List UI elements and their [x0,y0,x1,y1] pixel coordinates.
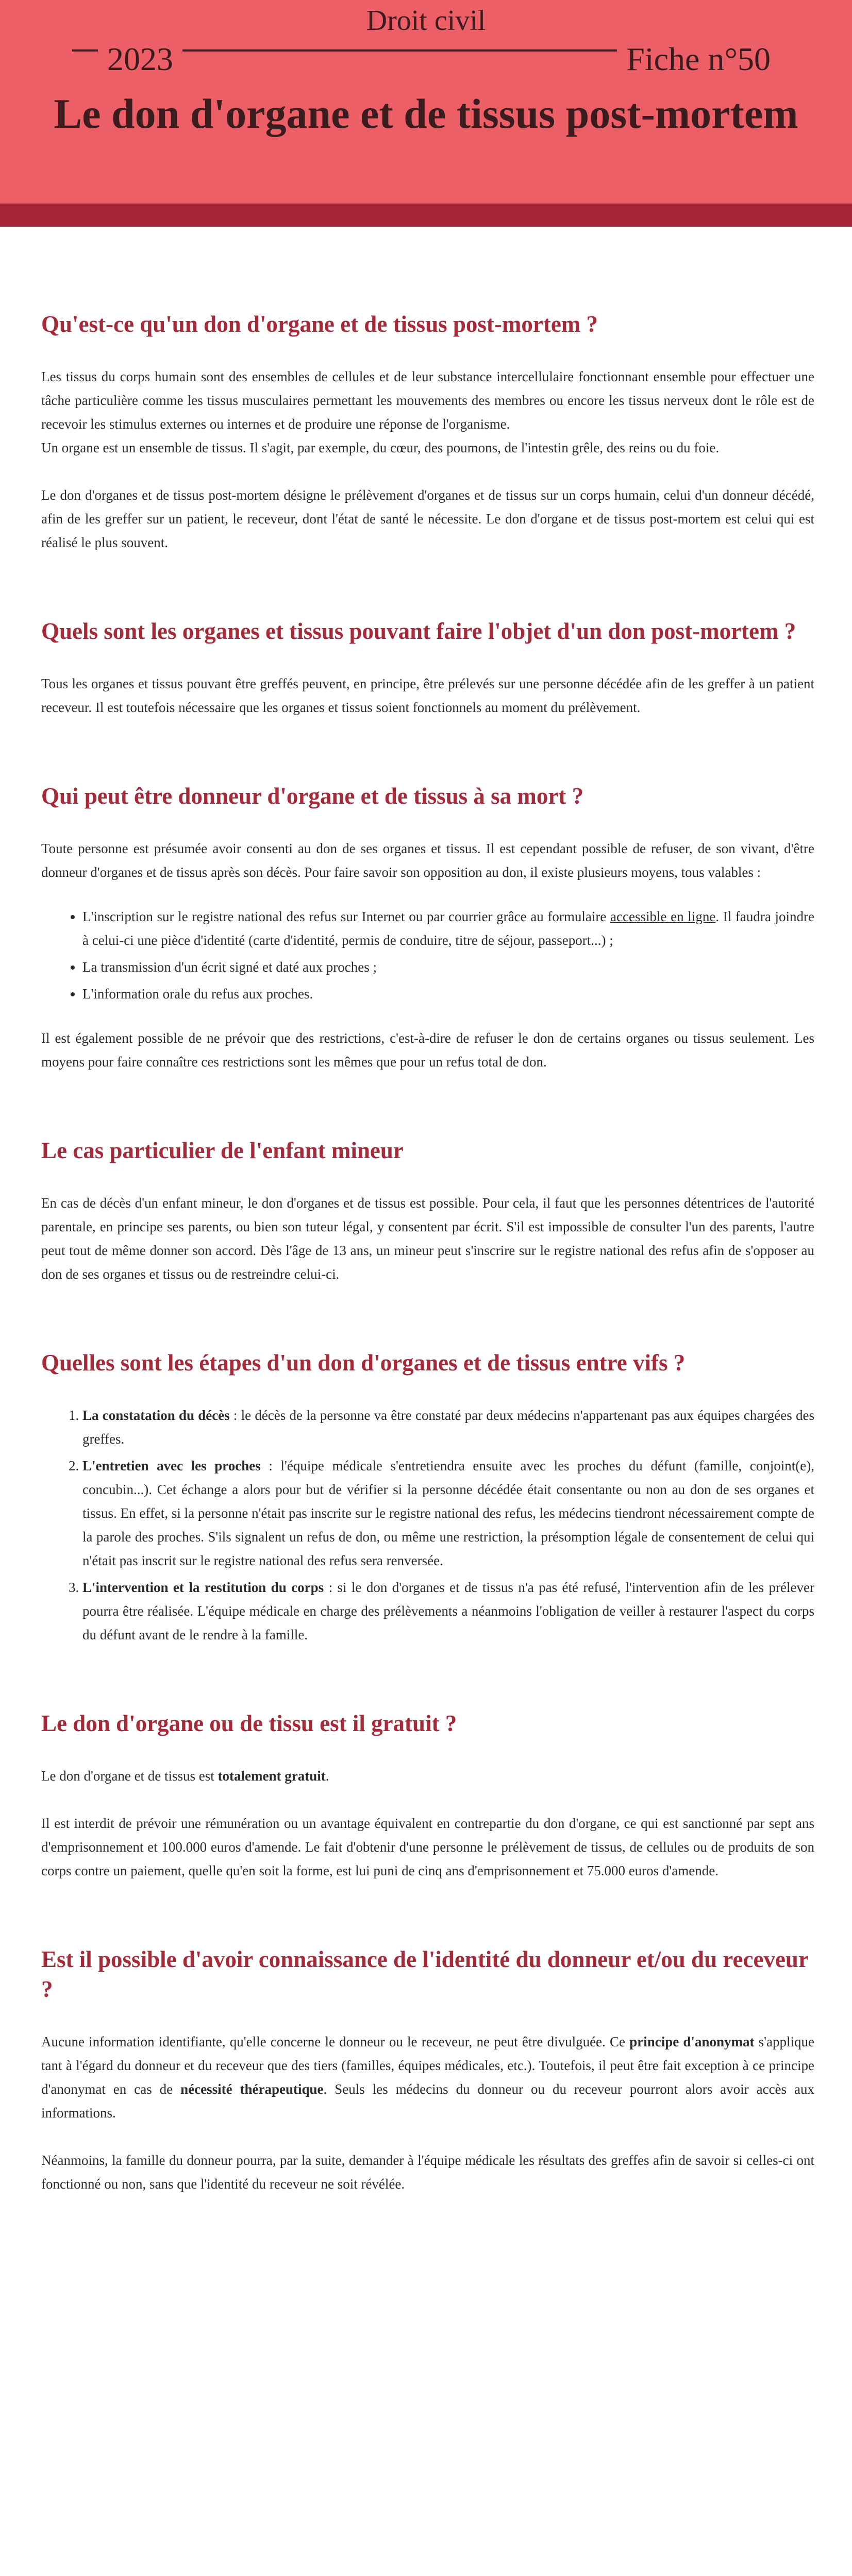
paragraph: Il est interdit de prévoir une rémunération ou un avantage équivalent en contrepartie du don d'organe, ce qui est sanctionné par sept ans d'emprisonnement et 100.000 euros d'amende. Le fait d'obtenir d'une personne le prélèvement de tissus, de cellules ou de produits de son corps contre un paiement, quelle qu'en soit la forme, est lui puni de cinq ans d'emprisonnement et 75.000 euros d'amende. [41,1816,814,1878]
section-steps [41,1348,814,1647]
paragraph: Toute personne est présumée avoir consenti au don de ses organes et tissus. Il est cependant possible de refuser, de son vivant, d'être donneur d'organes et de tissus après son décès. Pour faire savoir son opposition au don, il existe plusieurs moyens, tous valables : [41,841,814,880]
header-banner [0,0,852,211]
section-title: Est il possible d'avoir connaissance de l'identité du donneur et/ou du receveur ? [41,1946,809,2002]
paragraph: Tous les organes et tissus pouvant être greffés peuvent, en principe, être prélevés sur une personne décédée afin de les greffer à un patient receveur. Il est toutefois nécessaire que les organes et tissus soient fonctionnels au moment du prélèvement. [41,676,814,715]
section-free [41,1708,814,1883]
list-item: 2. L'entretien avec les proches : l'équipe médicale s'entretiendra ensuite avec les proches du défunt (famille, conjoint(e), concubin...). Cet échange a alors pour but de vérifier si la personne décédée était consentante ou non au don de ses organes et tissus. En effet, si la personne n'était pas inscrite sur le registre national des refus, les médecins tiendront nécessairement compte de la parole des proches. S'ils signalent un refus de don, ou même une restriction, la présomption légale de consentement de celui qui n'était pas inscrit sur le registre national des refus sera renversée. [82,1454,814,1572]
section-title: Qui peut être donneur d'organe et de tissus à sa mort ? [41,783,584,809]
section-minor [41,1136,814,1286]
list-item: • La transmission d'un écrit signé et daté aux proches ; [82,955,814,979]
section-anonymity [41,1944,814,2196]
paragraph: Un organe est un ensemble de tissus. Il s'agit, par exemple, du cœur, des poumons, de l'intestin grêle, des reins ou du foie. [41,440,720,455]
header-year: 2023 [98,40,182,78]
section-title: Quelles sont les étapes d'un don d'organes et de tissus entre vifs ? [41,1350,686,1376]
header-fiche-number: Fiche n°50 [617,40,780,78]
list-item: 1. La constatation du décès : le décès de la personne va être constaté par deux médecins n'appartenant pas aux équipes chargées des greffes. [82,1403,814,1451]
section-title: Qu'est-ce qu'un don d'organe et de tissus post-mortem ? [41,311,598,337]
header-subject: Droit civil [366,5,486,37]
list-item: 3. L'intervention et la restitution du corps : si le don d'organes et de tissus n'a pas été refusé, l'intervention afin de les prélever pourra être réalisée. L'équipe médicale en charge des prélèvements a néanmoins l'obligation de veiller à restaurer l'aspect du corps du défunt avant de le rendre à la famille. [82,1575,814,1647]
paragraph: En cas de décès d'un enfant mineur, le don d'organes et de tissus est possible. Pour cela, il faut que les personnes détentrices de l'autorité parentale, en principe ses parents, ou bien son tuteur légal, y consentent par écrit. S'il est impossible de consulter l'un des parents, l'autre peut tout de même donner son accord. Dès l'âge de 13 ans, un mineur peut s'inscrire sur le registre national des refus afin de s'opposer au don de ses organes et tissus ou de restreindre celui-ci. [41,1195,814,1282]
paragraph: Néanmoins, la famille du donneur pourra, par la suite, demander à l'équipe médicale les résultats des greffes afin de savoir si celles-ci ont fonctionné ou non, sans que l'identité du receveur ne soit révélée. [41,2153,814,2192]
paragraph: Il est également possible de ne prévoir que des restrictions, c'est-à-dire de refuser le don de certains organes ou tissus seulement. Les moyens pour faire connaître ces restrictions sont les mêmes que pour un refus total de don. [41,1030,814,1070]
paragraph: Aucune information identifiante, qu'elle concerne le donneur ou le receveur, ne peut être divulguée. Ce principe d'anonymat s'applique tant à l'égard du donneur et du receveur que des tiers (familles, équipes médicales, etc.). Toutefois, il peut être fait exception à ce principe d'anonymat en cas de nécessité thérapeutique. Seuls les médecins du donneur ou du receveur pourront alors avoir accès aux informations. [41,2034,815,2121]
page-title: Le don d'organe et de tissus post-mortem [54,90,798,137]
steps-list [41,1403,814,1647]
list-item: • L'information orale du refus aux proches. [82,982,814,1006]
list-item: • L'inscription sur le registre national des refus sur Internet ou par courrier grâce au formulaire accessible en ligne. Il faudra joindre à celui-ci une pièce d'identité (carte d'identité, permis de conduire, titre de séjour, passeport...) ; [82,905,814,952]
section-definition [41,309,814,554]
section-title: Quels sont les organes et tissus pouvant faire l'objet d'un don post-mortem ? [41,618,796,644]
paragraph: Le don d'organes et de tissus post-mortem désigne le prélèvement d'organes et de tissus sur un corps humain, celui d'un donneur décédé, afin de les greffer sur un patient, le receveur, dont l'état de santé le nécessite. Le don d'organe et de tissus post-mortem est celui qui est réalisé le plus souvent. [41,487,814,550]
online-form-link[interactable]: accessible en ligne [610,909,716,924]
section-donor [41,781,814,1074]
refusal-methods-list [41,905,814,1006]
section-title: Le don d'organe ou de tissu est il gratuit ? [41,1710,457,1736]
section-organs [41,616,814,719]
section-title: Le cas particulier de l'enfant mineur [41,1138,404,1163]
paragraph: Les tissus du corps humain sont des ensembles de cellules et de leur substance intercellulaire fonctionnant ensemble pour effectuer une tâche particulière comme les tissus musculaires permettant les mouvements des membres ou encore les tissus nerveux dont le rôle est de recevoir les stimulus externes ou internes et de produire une réponse de l'organisme. [41,369,814,432]
main-content [41,309,814,2258]
header-bottom-band [0,204,852,227]
paragraph: Le don d'organe et de tissus est totalement gratuit. [41,1768,329,1784]
